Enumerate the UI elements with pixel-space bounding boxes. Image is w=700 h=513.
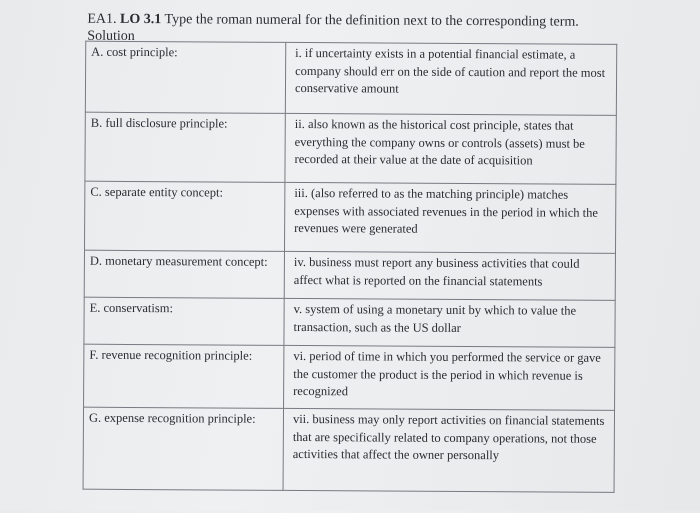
definition-cell: iii. (also referred to as the matching principle) matches expenses with associated revenues in the period in which the revenues were generated [284,182,615,253]
term-cell: B. full disclosure principle: [85,112,285,182]
definition-cell: vi. period of time in which you performed the service or gave the customer the product is the period in which revenue is recognized [284,345,615,410]
term-cell: A. cost principle: [85,41,285,113]
definition-cell: i. if uncertainty exists in a potential financial estimate, a company should err on the side of caution and report the most conservative amount [285,42,616,115]
term-cell: E. conservatism: [84,297,284,345]
table-row [84,250,615,300]
table-row [84,297,615,347]
definition-cell: v. system of using a monetary unit by which to value the transaction, such as the US dollar [284,298,615,347]
instruction-text: Type the roman numeral for the definition next to the corresponding term. [161,12,579,30]
solution-label: Solution [87,28,135,44]
matching-table [83,41,618,493]
table-row [85,41,616,115]
exercise-number: EA1. [87,11,121,27]
learning-objective: LO 3.1 [120,11,162,28]
exercise-instruction [87,11,578,31]
term-cell: D. monetary measurement concept: [84,250,284,298]
definition-cell: vii. business may only report activities on financial statements that are specifically related to company operations, not those activities that affect the owner personally [283,408,614,492]
table-row [85,112,616,184]
table-row [84,344,615,410]
table-row [83,407,614,492]
term-cell: C. separate entity concept: [84,181,284,251]
definition-cell: ii. also known as the historical cost principle, states that everything the company owns or controls (assets) must be recorded at their value at the date of acquisition [285,113,616,184]
table-row [84,181,615,253]
term-cell: F. revenue recognition principle: [84,344,284,408]
definition-cell: iv. business must report any business activities that could affect what is reported on the financial statements [284,251,615,300]
term-cell: G. expense recognition principle: [83,407,283,490]
